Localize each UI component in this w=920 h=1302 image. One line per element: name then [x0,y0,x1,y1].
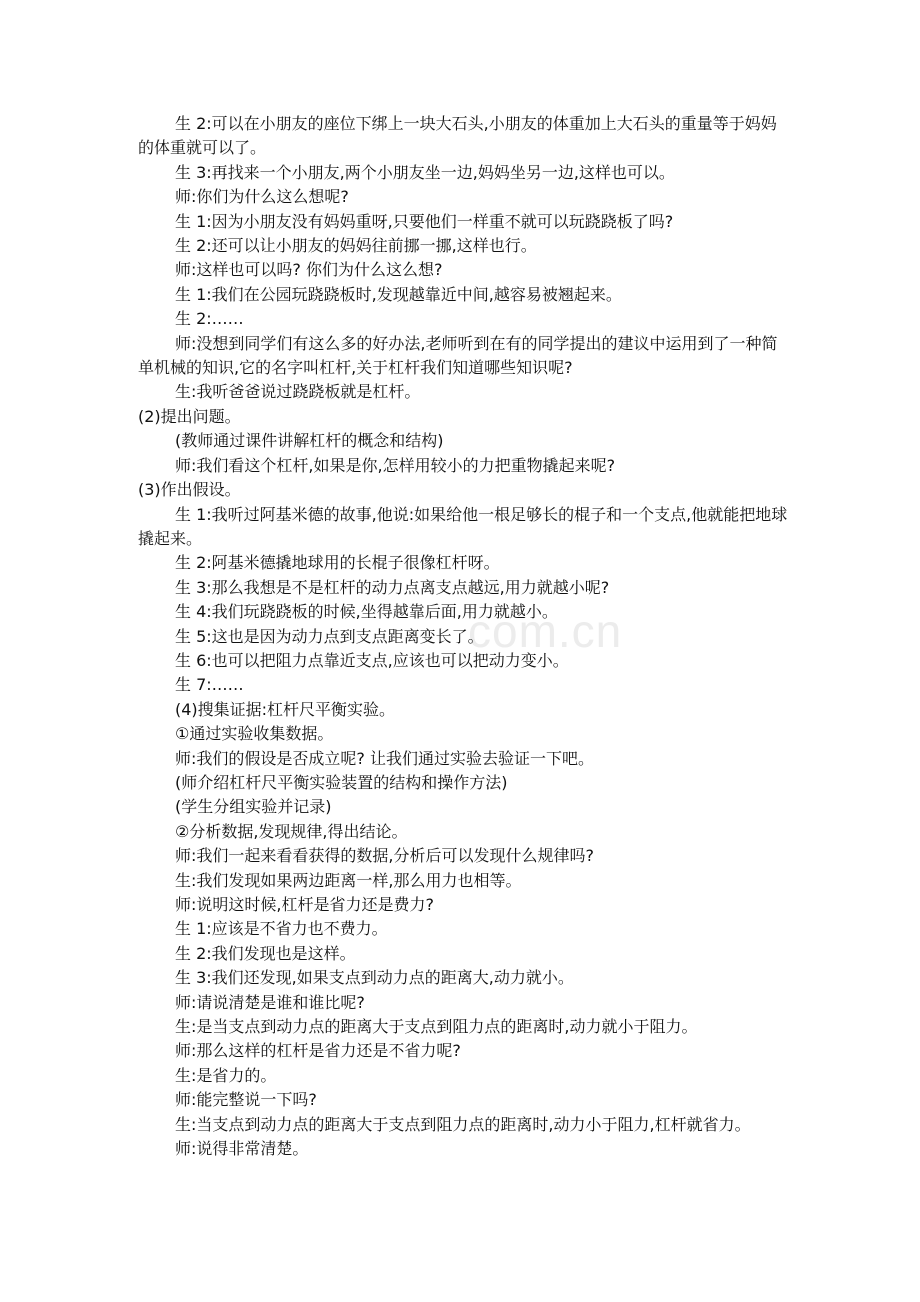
paragraph: 师:我们一起来看看获得的数据,分析后可以发现什么规律吗? [175,846,594,866]
paragraph: (2)提出问题。 [138,406,241,426]
paragraph: 生 3:我们还发现,如果支点到动力点的距离大,动力就小。 [175,968,574,988]
paragraph: (3)作出假设。 [138,480,241,500]
paragraph: 生:当支点到动力点的距离大于支点到阻力点的距离时,动力小于阻力,杠杆就省力。 [175,1114,751,1134]
paragraph: 生:是省力的。 [175,1065,277,1085]
paragraph: 生 2:我们发现也是这样。 [175,943,356,963]
paragraph: 生:我们发现如果两边距离一样,那么用力也相等。 [175,870,522,890]
paragraph: 生 4:我们玩跷跷板的时候,坐得越靠后面,用力就越小。 [175,602,558,622]
paragraph: 师:这样也可以吗? 你们为什么这么想? [175,260,443,280]
paragraph: 师:我们看这个杠杆,如果是你,怎样用较小的力把重物撬起来呢? [175,455,616,475]
paragraph: 生 2:还可以让小朋友的妈妈往前挪一挪,这样也行。 [175,236,537,256]
watermark: com.cn [468,605,623,657]
paragraph: 师:我们的假设是否成立呢? 让我们通过实验去验证一下吧。 [175,748,594,768]
paragraph: 生 3:那么我想是不是杠杆的动力点离支点越远,用力就越小呢? [175,577,610,597]
paragraph: (教师通过课件讲解杠杆的概念和结构) [175,431,444,451]
paragraph: (学生分组实验并记录) [175,797,332,817]
paragraph: 师:说明这时候,杠杆是省力还是费力? [175,895,434,914]
paragraph: 生 1:因为小朋友没有妈妈重呀,只要他们一样重不就可以玩跷跷板了吗? [175,211,674,231]
paragraph: ①通过实验收集数据。 [175,724,334,744]
paragraph: 生 3:再找来一个小朋友,两个小朋友坐一边,妈妈坐另一边,这样也可以。 [175,162,675,182]
paragraph: 师:那么这样的杠杆是省力还是不省力呢? [175,1041,461,1061]
paragraph: 师:能完整说一下吗? [175,1090,317,1110]
paragraph: 生:是当支点到动力点的距离大于支点到阻力点的距离时,动力就小于阻力。 [175,1017,698,1037]
paragraph: 生 6:也可以把阻力点靠近支点,应该也可以把动力变小。 [175,650,569,670]
paragraph: 师:没想到同学们有这么多的好办法,老师听到在有的同学提出的建议中运用到了一种简单机械的知识,它的名字叫杠杆,关于杠杆我们知道哪些知识呢? [138,333,778,378]
paragraph: 师:请说清楚是谁和谁比呢? [175,992,365,1012]
paragraph: 生:我听爸爸说过跷跷板就是杠杆。 [175,382,421,402]
paragraph: 生 2:…… [175,309,244,329]
paragraph: ②分析数据,发现规律,得出结论。 [175,821,408,841]
paragraph: 师:你们为什么这么想呢? [175,187,349,207]
paragraph: 生 2:阿基米德撬地球用的长棍子很像杠杆呀。 [175,553,500,573]
paragraph: 师:说得非常清楚。 [175,1139,309,1159]
paragraph: 生 1:应该是不省力也不费力。 [175,919,388,939]
paragraph: 生 7:…… [175,675,244,695]
paragraph: 生 5:这也是因为动力点到支点距离变长了。 [175,626,484,646]
paragraph: (4)搜集证据:杠杆尺平衡实验。 [175,699,396,719]
document-body [138,112,788,1161]
paragraph: 生 1:我们在公园玩跷跷板时,发现越靠近中间,越容易被翘起来。 [175,284,622,304]
paragraph: 生 2:可以在小朋友的座位下绑上一块大石头,小朋友的体重加上大石头的重量等于妈妈的体重就可以了。 [138,114,777,158]
paragraph: 生 1:我听过阿基米德的故事,他说:如果给他一根足够长的棍子和一个支点,他就能把地球撬起来。 [138,504,788,548]
paragraph: (师介绍杠杆尺平衡实验装置的结构和操作方法) [175,772,508,792]
